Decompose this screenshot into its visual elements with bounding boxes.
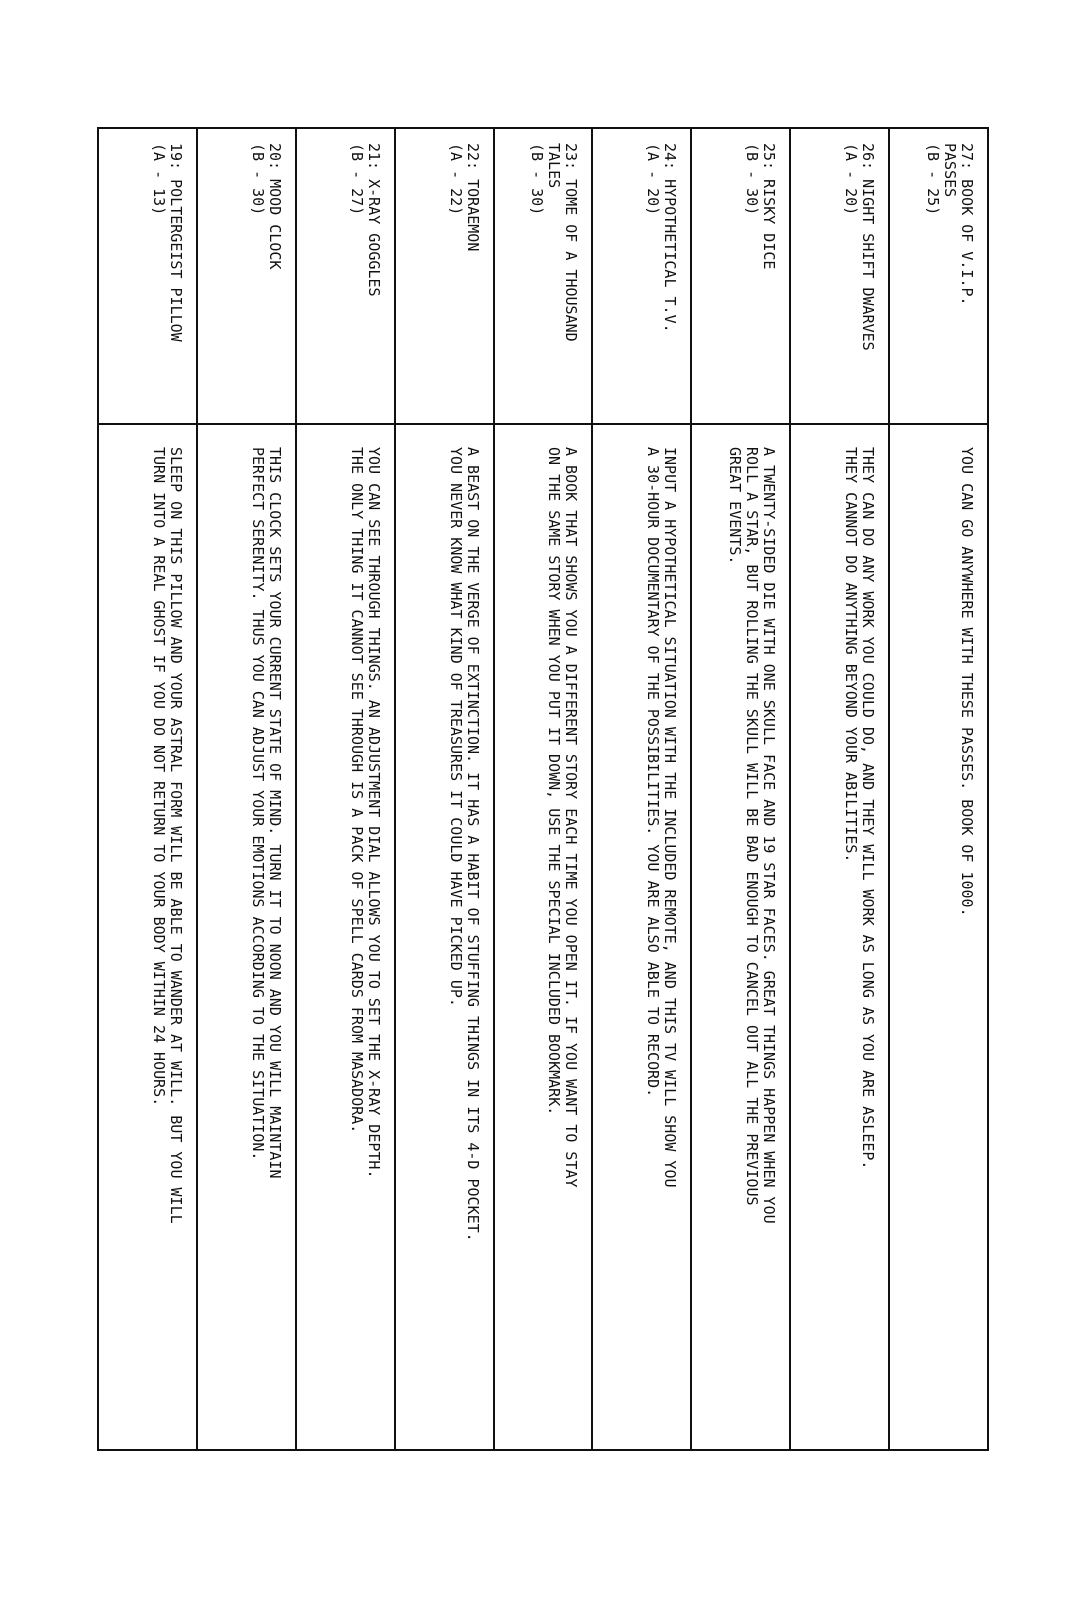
table-row-23 [495, 129, 594, 1449]
item-name-cell [99, 129, 196, 425]
item-description: THIS CLOCK SETS YOUR CURRENT STATE OF MIND. TURN IT TO NOON AND YOU WILL MAINTAIN PERFECT SERENITY. THUS YOU CAN ADJUST YOUR EMOTIONS ACCORDING TO THE SITUATION. [248, 447, 284, 1179]
item-title: 19: POLTERGEIST PILLOW [166, 143, 185, 342]
item-name-cell [791, 129, 888, 425]
item-title: 24: HYPOTHETICAL T.V. [661, 143, 680, 333]
table-row-26 [791, 129, 890, 1449]
item-title: 25: RISKY DICE [760, 143, 779, 270]
item-code: (A - 20) [644, 143, 663, 216]
item-title: 26: NIGHT SHIFT DWARVES [859, 143, 878, 351]
item-description: YOU CAN SEE THROUGH THINGS. AN ADJUSTMENT DIAL ALLOWS YOU TO SET THE X-RAY DEPTH. THE ONLY THING IT CANNOT SEE THROUGH IS A PACK OF SPELL CARDS FROM MASADORA. [347, 447, 383, 1179]
item-name-cell [495, 129, 592, 425]
item-name-cell [692, 129, 789, 425]
item-code: (B - 30) [528, 143, 547, 216]
table-row-22 [396, 129, 495, 1449]
table-row-24 [593, 129, 692, 1449]
table-row-25 [692, 129, 791, 1449]
card-table-frame [97, 127, 989, 1451]
item-code: (B - 25) [924, 143, 943, 216]
item-name-cell [890, 129, 987, 425]
item-name-cell [198, 129, 295, 425]
table-row-21 [297, 129, 396, 1449]
item-description: INPUT A HYPOTHETICAL SITUATION WITH THE INCLUDED REMOTE, AND THIS TV WILL SHOW YOU A 30-HOUR DOCUMENTARY OF THE POSSIBILITIES. YOU ARE ALSO ABLE TO RECORD. [644, 447, 680, 1188]
item-name-cell [593, 129, 690, 425]
item-code: (B - 30) [743, 143, 762, 216]
item-description: A BEAST ON THE VERGE OF EXTINCTION. IT HAS A HABIT OF STUFFING THINGS IN ITS 4-D POCKET. YOU NEVER KNOW WHAT KIND OF TREASURES IT COULD HAVE PICKED UP. [446, 447, 482, 1242]
card-table [97, 127, 989, 1451]
item-code: (B - 27) [347, 143, 366, 216]
item-description: A BOOK THAT SHOWS YOU A DIFFERENT STORY EACH TIME YOU OPEN IT. IF YOU WANT TO STAY ON THE SAME STORY WHEN YOU PUT IT DOWN, USE THE SPECIAL INCLUDED BOOKMARK. [545, 447, 581, 1188]
item-code: (B - 30) [248, 143, 267, 216]
item-name-cell [396, 129, 493, 425]
item-title: 21: X-RAY GOGGLES [364, 143, 383, 297]
item-title: 23: TOME OF A THOUSAND TALES [545, 143, 581, 342]
item-code: (A - 13) [149, 143, 168, 216]
item-name-cell [297, 129, 394, 425]
item-description: SLEEP ON THIS PILLOW AND YOUR ASTRAL FORM WILL BE ABLE TO WANDER AT WILL. BUT YOU WILL TURN INTO A REAL GHOST IF YOU DO NOT RETURN TO YOUR BODY WITHIN 24 HOURS. [149, 447, 185, 1224]
item-title: 20: MOOD CLOCK [265, 143, 284, 270]
table-row-19 [99, 129, 198, 1449]
item-description: A TWENTY-SIDED DIE WITH ONE SKULL FACE AND 19 STAR FACES. GREAT THINGS HAPPEN WHEN YOU ROLL A STAR, BUT ROLLING THE SKULL WILL BE BAD ENOUGH TO CANCEL OUT ALL THE PREVIOUS GREAT EVENTS. [726, 447, 779, 1224]
item-code: (A - 20) [842, 143, 861, 216]
table-row-27 [890, 129, 987, 1449]
item-description: YOU CAN GO ANYWHERE WITH THESE PASSES. BOOK OF 1000. [958, 447, 977, 917]
item-title: 27: BOOK OF V.I.P. PASSES [941, 143, 977, 306]
item-description: THEY CAN DO ANY WORK YOU COULD DO, AND THEY WILL WORK AS LONG AS YOU ARE ASLEEP. THEY CANNOT DO ANYTHING BEYOND YOUR ABILITIES. [842, 447, 878, 1170]
item-title: 22: TORAEMON [463, 143, 482, 252]
table-row-20 [198, 129, 297, 1449]
item-code: (A - 22) [446, 143, 465, 216]
